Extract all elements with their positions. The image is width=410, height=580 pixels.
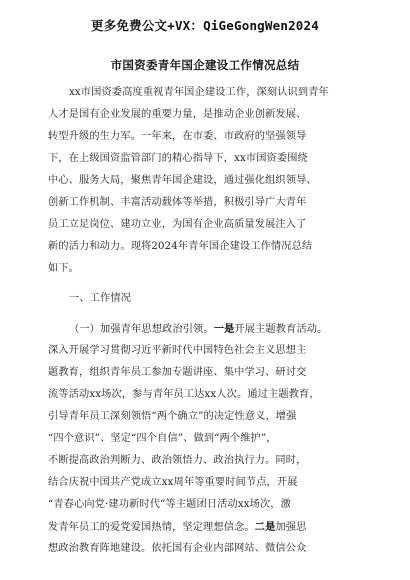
line-text: 员工立足岗位、建功立业，为国有企业高质量发展注入了 [48, 219, 307, 230]
line-text: 新的活力和动力。现将2024年青年国企建设工作情况总结 [48, 241, 313, 252]
line-text: （一）加强青年思想政治引领。 [69, 324, 214, 335]
line-text: 结合庆祝中国共产党成立xx周年等重要时间节点，开展 [48, 477, 298, 488]
document-body [48, 82, 366, 560]
paragraph-line [48, 406, 366, 428]
line-text: 开展主题教育活动。 [234, 324, 328, 335]
paragraph-line [48, 236, 366, 258]
line-text: 加强思 [275, 522, 307, 533]
line-text: 深入开展学习贯彻习近平新时代中国特色社会主义思想主 [48, 345, 307, 356]
paragraph-line [48, 538, 366, 560]
paragraph-line [48, 340, 366, 362]
paragraph-line [48, 384, 366, 406]
paragraph-line [48, 516, 366, 538]
line-text: “四个意识”、坚定“四个自信”、做到“两个维护”， [48, 433, 277, 444]
heading-text: 一、工作情况 [69, 293, 132, 304]
paragraph-line [48, 450, 366, 472]
line-text: xx市国资委高度重视青年国企建设工作，深刻认识到青年 [69, 87, 329, 98]
paragraph-line [48, 318, 366, 340]
paragraph-line [48, 126, 366, 148]
paragraph-line [48, 258, 366, 280]
line-text: 创新工作机制、丰富活动载体等举措，积极引导广大青年 [48, 197, 307, 208]
bold-lead: 一是 [213, 323, 235, 335]
line-text: 流等活动xx场次，参与青年员工达xx人次。通过主题教育， [48, 389, 320, 400]
paragraph-line [48, 362, 366, 384]
line-text: “青春心向党·建功新时代”等主题团日活动xx场次，激 [48, 499, 291, 510]
line-text: 不断提高政治判断力、政治领悟力、政治执行力。同时， [48, 455, 307, 466]
paragraph-line [48, 472, 366, 494]
line-text: 转型升级的生力军。一年来，在市委、市政府的坚强领导 [48, 131, 307, 142]
line-text: 发青年员工的爱党爱国热情，坚定理想信念。 [48, 522, 255, 533]
line-text: 人才是国有企业发展的重要力量，是推动企业创新发展、 [48, 109, 307, 120]
line-text: 中心、服务大局，聚焦青年国企建设，通过强化组织领导、 [48, 175, 317, 186]
promo-banner: 更多免费公文+VX：QiGeGongWen2024 [91, 18, 319, 33]
bold-lead: 二是 [254, 521, 276, 533]
line-text: 如下。 [48, 263, 80, 274]
paragraph-line [48, 170, 366, 192]
section-heading [48, 288, 366, 310]
paragraph-line [48, 148, 366, 170]
paragraph-line [48, 428, 366, 450]
paragraph-line [48, 494, 366, 516]
line-text: 想政治教育阵地建设。依托国有企业内部网站、微信公众 [48, 543, 307, 554]
line-text: 引导青年员工深刻领悟“两个确立”的决定性意义，增强 [48, 411, 297, 422]
paragraph-line [48, 104, 366, 126]
paragraph-line [48, 214, 366, 236]
line-text: 题教育，组织青年员工参加专题讲座、集中学习、研讨交 [48, 367, 307, 378]
paragraph-line [48, 192, 366, 214]
paragraph-line [48, 82, 366, 104]
line-text: 下，在上级国资监管部门的精心指导下，xx市国资委围绕 [48, 153, 308, 164]
document-title: 市国资委青年国企建设工作情况总结 [110, 58, 300, 72]
